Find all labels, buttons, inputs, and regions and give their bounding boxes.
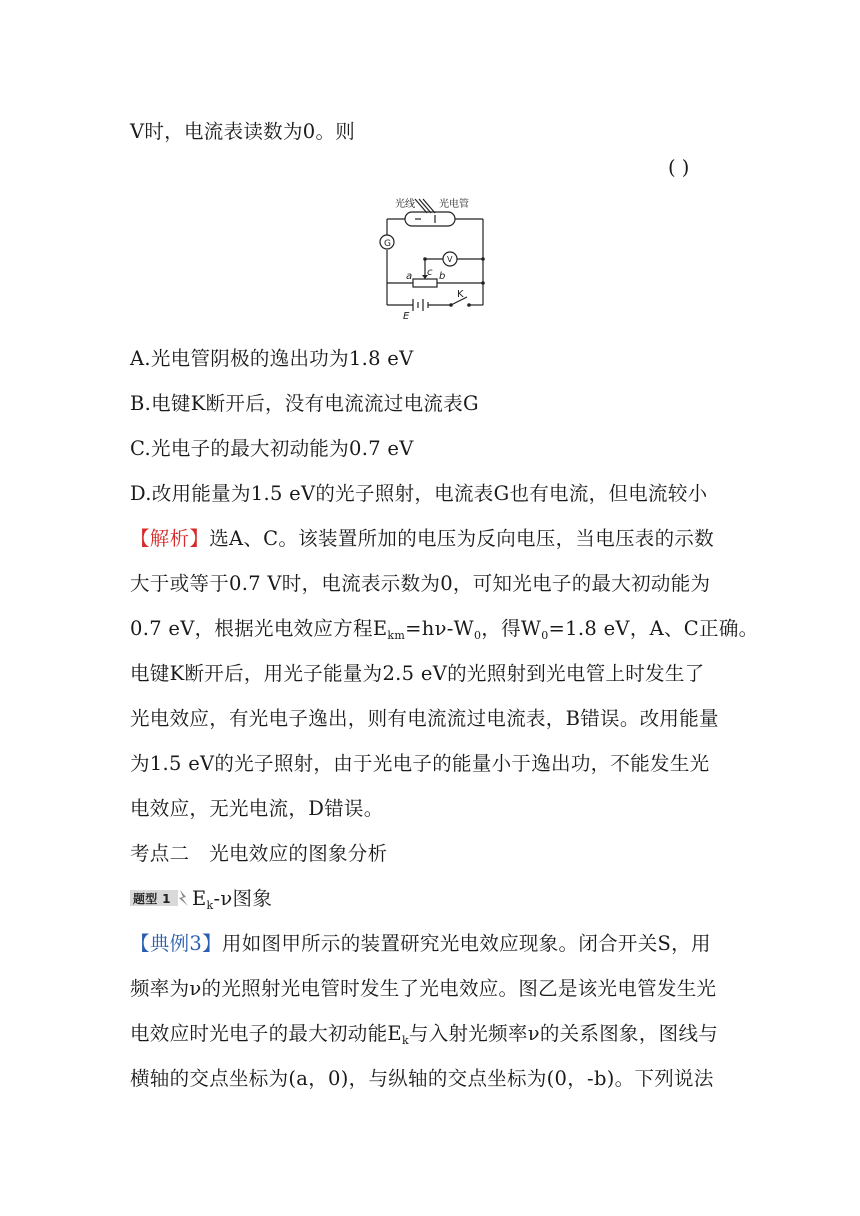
eq-sub: 0 — [473, 629, 482, 642]
lightning-icon — [179, 890, 188, 906]
option-c: C.光电子的最大初动能为0.7 eV — [130, 437, 414, 460]
example-line-3 — [130, 1018, 718, 1047]
eq-part: ，得W — [481, 617, 542, 640]
tube-label: 光电管 — [439, 199, 469, 210]
light-label: 光线 — [395, 199, 415, 210]
example-tag: 【典例3】 — [130, 932, 222, 955]
rheostat-symbol — [413, 279, 437, 287]
problem-type-line — [130, 883, 272, 912]
photoelectric-circuit-figure — [375, 195, 495, 320]
section-heading: 考点二 光电效应的图象分析 — [130, 842, 388, 865]
badge-label: 题型 1 — [133, 892, 171, 906]
switch-label: K — [457, 289, 464, 300]
ek-sub: k — [206, 899, 214, 912]
example-line-1 — [130, 928, 711, 956]
analysis-line-6: 为1.5 eV的光子照射，由于光电子的能量小于逸出功，不能发生光 — [130, 752, 710, 775]
emf-label: E — [403, 311, 410, 320]
eq-part: =1.8 eV，A、C正确。 — [548, 617, 759, 640]
analysis-text: 选A、C。该装置所加的电压为反向电压，当电压表的示数 — [209, 527, 715, 550]
phototube-shape — [405, 212, 455, 226]
ex3-part: 电效应时光电子的最大初动能E — [130, 1022, 402, 1045]
option-d: D.改用能量为1.5 eV的光子照射，电流表G也有电流，但电流较小 — [130, 482, 708, 505]
voltmeter-label: V — [447, 255, 453, 264]
point-b-label: b — [439, 271, 446, 282]
eq-sub: 0 — [541, 629, 549, 642]
example-text: 用如图甲所示的装置研究光电效应现象。闭合开关S，用 — [221, 932, 711, 955]
analysis-tag: 【解析】 — [130, 527, 210, 550]
analysis-line-4: 电键K断开后，用光子能量为2.5 eV的光照射到光电管上时发生了 — [130, 662, 705, 685]
ex3-part: 与入射光频率ν的关系图象，图线与 — [408, 1022, 719, 1045]
ek-nu-text: -ν图象 — [213, 887, 273, 910]
ek-text: E — [192, 887, 207, 910]
example-line-4: 横轴的交点坐标为(a，0)，与纵轴的交点坐标为(0，-b)。下列说法 — [130, 1067, 714, 1090]
point-c-label: c — [427, 267, 433, 278]
analysis-line-1 — [130, 523, 714, 551]
problem-type-badge — [130, 888, 192, 908]
analysis-line-7: 电效应，无光电流，D错误。 — [130, 797, 384, 820]
option-b: B.电键K断开后，没有电流流过电流表G — [130, 392, 479, 415]
eq-part: 0.7 eV，根据光电效应方程E — [130, 617, 388, 640]
point-a-label: a — [406, 271, 413, 282]
answer-bracket: ( ) — [668, 156, 690, 179]
analysis-line-5: 光电效应，有光电子逸出，则有电流流过电流表，B错误。改用能量 — [130, 707, 719, 730]
analysis-line-3 — [130, 613, 758, 642]
eq-sub: km — [387, 629, 406, 642]
question-continuation: V时，电流表读数为0。则 — [130, 120, 356, 143]
analysis-line-2: 大于或等于0.7 V时，电流表示数为0，可知光电子的最大初动能为 — [130, 572, 711, 595]
example-line-2: 频率为ν的光照射光电管时发生了光电效应。图乙是该光电管发生光 — [130, 977, 717, 1000]
option-a: A.光电管阴极的逸出功为1.8 eV — [130, 347, 414, 370]
eq-part: =hν-W — [405, 617, 474, 640]
ex3-sub: k — [401, 1034, 409, 1047]
galvanometer-label: G — [384, 239, 391, 249]
